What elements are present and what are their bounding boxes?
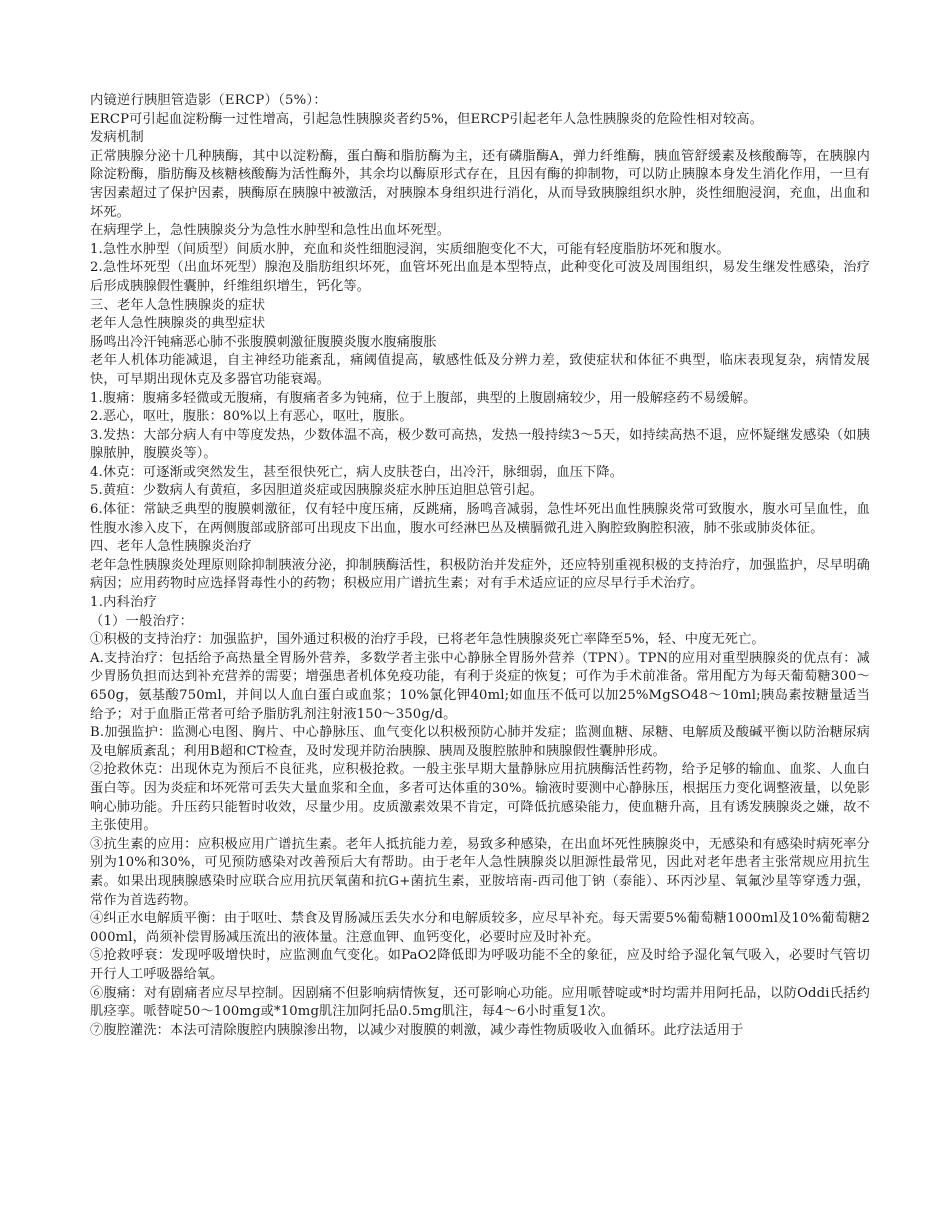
monitoring-item: B.加强监护：监测心电图、胸片、中心静脉压、血气变化以积极预防心肺并发症；监测血糖、尿糖、电解质及酸碱平衡以防治糖尿病及电解质紊乱；利用B超和CT检查，及时发现并防治胰腺、胰周及腹腔脓肿和胰腺假性囊肿形成。 [90, 725, 870, 759]
symptoms-section-heading: 三、老年人急性胰腺炎的症状 [90, 297, 266, 313]
treatment-section-heading: 四、老年人急性胰腺炎治疗 [90, 539, 252, 555]
ercp-paragraph: ERCP可引起血淀粉酶一过性增高，引起急性胰腺炎者约5%，但ERCP引起老年人急性胰腺炎的危险性相对较高。 [90, 111, 763, 127]
symptoms-intro-paragraph: 老年人机体功能减退，自主神经功能紊乱，痛阈值提高，敏感性低及分辨力差，致使症状和体征不典型，临床表现复杂，病情发展快，可早期出现休克及多器官功能衰竭。 [90, 353, 870, 387]
symptom-item-signs: 6.体征：常缺乏典型的腹膜刺激征，仅有轻中度压痛，反跳痛，肠鸣音减弱，急性坏死出血性胰腺炎常可致腹水，腹水可呈血性，血性腹水渗入皮下，在两侧腹部或脐部可出现皮下出血，腹水可经淋巴丛及横膈微孔进入胸腔致胸腔积液，肺不张或肺炎体征。 [90, 502, 870, 536]
necrotic-type-item: 2.急性坏死型（出血坏死型）腺泡及脂肪组织坏死，血管坏死出血是本型特点，此种变化可波及周围组织，易发生继发性感染，治疗后形成胰腺假性囊肿，纤维组织增生，钙化等。 [90, 260, 870, 294]
typical-symptoms-heading: 老年人急性胰腺炎的典型症状 [90, 316, 266, 332]
pathogenesis-heading: 发病机制 [90, 130, 144, 146]
pathogenesis-paragraph: 正常胰腺分泌十几种胰酶，其中以淀粉酶，蛋白酶和脂肪酶为主，还有磷脂酶A，弹力纤维酶，胰血管舒缓素及核酸酶等，在胰腺内除淀粉酶，脂肪酶及核糖核酸酶为活性酶外，其余均以酶原形式存在，且因有酶的抑制物，可以防止胰腺本身发生消化作用，一旦有害因素超过了保护因素，胰酶原在胰腺中被激活，对胰腺本身组织进行消化，从而导致胰腺组织水肿，炎性细胞浸润，充血，出血和坏死。 [90, 148, 870, 220]
pathology-paragraph: 在病理学上，急性胰腺炎分为急性水肿型和急性出血坏死型。 [90, 223, 451, 239]
respiratory-failure-item: ⑤抢救呼衰：发现呼吸增快时，应监测血气变化。如PaO2降低即为呼吸功能不全的象征，应及时给予湿化氧气吸入，必要时气管切开行人工呼吸器给氧。 [90, 948, 870, 982]
ercp-heading: 内镜逆行胰胆管造影（ERCP）（5%）： [90, 93, 327, 108]
medical-treatment-heading: 1.内科治疗 [90, 595, 158, 611]
peritoneal-lavage-item: ⑦腹腔灌洗：本法可清除腹腔内胰腺渗出物，以减少对腹膜的刺激，减少毒性物质吸收入血循环。此疗法适用于 [90, 1022, 744, 1038]
symptom-item-nausea: 2.恶心，呕吐，腹胀：80%以上有恶心，呕吐，腹胀。 [90, 409, 413, 425]
edematous-type-item: 1.急性水肿型（间质型）间质水肿，充血和炎性细胞浸润，实质细胞变化不大，可能有轻度脂肪坏死和腹水。 [90, 241, 730, 257]
symptom-item-fever: 3.发热：大部分病人有中等度发热，少数体温不高，极少数可高热，发热一般持续3～5天，如持续高热不退，应怀疑继发感染（如胰腺脓肿，腹膜炎等）。 [90, 427, 870, 462]
treatment-principles-paragraph: 老年急性胰腺炎处理原则除抑制胰液分泌，抑制胰酶活性，积极防治并发症外，还应特别重视积极的支持治疗，加强监护，尽早明确病因；应用药物时应选择肾毒性小的药物；积极应用广谱抗生素；对有手术适应证的应尽早行手术治疗。 [90, 557, 870, 592]
nutrition-support-item: A.支持治疗：包括给予高热量全胃肠外营养，多数学者主张中心静脉全胃肠外营养（TPN）。TPN的应用对重型胰腺炎的优点有：减少胃肠负担而达到补充营养的需要；增强患者机体免疫功能，有利于炎症的恢复；可作为手术前准备。常用配方为每天葡萄糖300～650g，氨基酸750ml，并间以人血白蛋白或血浆；10%氯化钾40ml;如血压不低可以加25%MgSO48～10ml;胰岛素按糖量适当给予；对于血脂正常者可给予脂肪乳剂注射液150～350g/d。 [90, 650, 870, 722]
symptom-item-abdominal-pain: 1.腹痛：腹痛多轻微或无腹痛，有腹痛者多为钝痛，位于上腹部，典型的上腹剧痛较少，用一般解痉药不易缓解。 [90, 390, 757, 406]
symptom-item-jaundice: 5.黄疸：少数病人有黄疸，多因胆道炎症或因胰腺炎症水肿压迫胆总管引起。 [90, 483, 544, 499]
supportive-treatment-item: ①积极的支持治疗：加强监护，国外通过积极的治疗手段，已将老年急性胰腺炎死亡率降至5%，轻、中度无死亡。 [90, 632, 765, 648]
symptom-item-shock: 4.休克：可逐渐或突然发生，甚至很快死亡，病人皮肤苍白，出冷汗，脉细弱，血压下降。 [90, 464, 624, 480]
general-treatment-heading: （1）一般治疗： [90, 613, 194, 629]
pain-control-item: ⑥腹痛：对有剧痛者应尽早控制。因剧痛不但影响病情恢复，还可影响心功能。应用哌替啶或*时均需并用阿托品，以防Oddi氏括约肌痉挛。哌替啶50～100mg或*10mg肌注加阿托品0.5mg肌注，每4～6小时重复1次。 [90, 985, 870, 1020]
fluid-electrolyte-item: ④纠正水电解质平衡：由于呕吐、禁食及胃肠减压丢失水分和电解质较多，应尽早补充。每天需要5%葡萄糖1000ml及10%葡萄糖2000ml，尚须补偿胃肠减压流出的液体量。注意血钾、血钙变化，必要时应及时补充。 [90, 911, 870, 945]
document-body [90, 92, 870, 1040]
symptom-keywords: 肠鸣出冷汗钝痛恶心肺不张腹膜刺激征腹膜炎腹水腹痛腹胀 [90, 334, 437, 350]
shock-rescue-item: ②抢救休克：出现休克为预后不良征兆，应积极抢救。一般主张早期大量静脉应用抗胰酶活性药物，给予足够的输血、血浆、人血白蛋白等。因为炎症和坏死常可丢失大量血浆和全血，多者可达体重的30%。输液时要测中心静脉压，根据压力变化调整液量，以免影响心肺功能。升压药只能暂时收效，尽量少用。皮质激素效果不肯定，可降低抗感染能力，使血糖升高，且有诱发胰腺炎之嫌，故不主张使用。 [90, 762, 870, 834]
antibiotics-item: ③抗生素的应用：应积极应用广谱抗生素。老年人抵抗能力差，易致多种感染，在出血坏死性胰腺炎中，无感染和有感染时病死率分别为10%和30%，可见预防感染对改善预后大有帮助。由于老年人急性胰腺炎以胆源性最常见，因此对老年患者主张常规应用抗生素。如果出现胰腺感染时应联合应用抗厌氧菌和抗G+菌抗生素，亚胺培南-西司他丁钠（泰能）、环丙沙星、氧氟沙星等穿透力强，常作为首选药物。 [90, 836, 870, 908]
